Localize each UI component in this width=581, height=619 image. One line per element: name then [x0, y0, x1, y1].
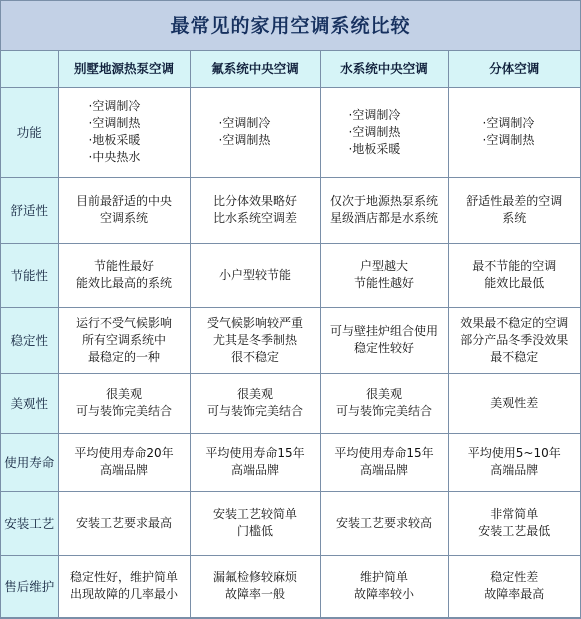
cell-line: 很美观	[365, 387, 402, 401]
cell-line: ·空调制热	[348, 124, 401, 139]
cell-line: 节能性最好	[93, 259, 154, 273]
table-cell	[320, 307, 448, 373]
table-cell	[448, 373, 580, 433]
cell-line: 维护简单	[359, 570, 408, 584]
cell-line: 平均使用5~10年	[467, 446, 561, 460]
table-cell	[448, 433, 580, 491]
cell-line: 平均使用寿命15年	[205, 446, 305, 460]
cell-line: 系统	[502, 211, 527, 225]
table-cell	[58, 307, 190, 373]
cell-line: 安装工艺较简单	[212, 507, 297, 521]
column-header: 分体空调	[448, 51, 580, 87]
cell-line: 门槛低	[236, 524, 273, 538]
cell-line: 可与装饰完美结合	[75, 404, 172, 418]
cell-line: 户型越大	[359, 259, 408, 273]
table-cell	[448, 243, 580, 307]
cell-line: 安装工艺要求较高	[335, 515, 432, 530]
table-cell	[58, 555, 190, 617]
cell-line: 空调系统	[99, 211, 148, 225]
table-cell	[320, 243, 448, 307]
cell-line: ·空调制热	[88, 116, 141, 130]
row-label: 美观性	[1, 373, 58, 433]
cell-line: 稳定性差	[490, 570, 539, 584]
table-cell	[320, 177, 448, 243]
cell-line: 比分体效果略好	[212, 194, 297, 208]
table-cell	[58, 433, 190, 491]
cell-line: 舒适性最差的空调	[466, 194, 563, 208]
cell-line: 仅次于地源热泵系统	[329, 194, 438, 208]
cell-line: 稳定性较好	[353, 341, 414, 355]
row-label: 节能性	[1, 243, 58, 307]
table-cell	[190, 491, 320, 555]
cell-line: 星级酒店都是水系统	[329, 211, 438, 225]
cell-line: 效果最不稳定的空调	[460, 315, 569, 330]
cell-line: 安装工艺最低	[478, 524, 551, 538]
table-cell	[320, 491, 448, 555]
table-cell	[448, 491, 580, 555]
cell-line: ·地板采暖	[88, 133, 141, 147]
cell-line: 安装工艺要求最高	[75, 515, 172, 530]
page-title: 最常见的家用空调系统比较	[1, 1, 580, 51]
cell-line: ·地板采暖	[348, 141, 401, 156]
comparison-table	[1, 51, 580, 618]
cell-line: ·空调制冷	[88, 99, 141, 113]
cell-line: 高端品牌	[490, 463, 539, 477]
cell-line: 小户型较节能	[218, 267, 291, 282]
table-row	[1, 87, 580, 177]
cell-line: 能效比最高的系统	[75, 276, 172, 290]
cell-line: ·空调制冷	[348, 107, 401, 122]
table-cell	[320, 555, 448, 617]
cell-line: 目前最舒适的中央	[75, 194, 172, 208]
cell-line: 可与装饰完美结合	[335, 404, 432, 418]
table-cell	[320, 87, 448, 177]
column-header: 水系统中央空调	[320, 51, 448, 87]
table-cell	[320, 433, 448, 491]
table-cell	[190, 307, 320, 373]
column-header: 氟系统中央空调	[190, 51, 320, 87]
cell-line: 节能性越好	[353, 276, 414, 290]
table-cell	[190, 87, 320, 177]
table-row	[1, 307, 580, 373]
table-row	[1, 177, 580, 243]
cell-line: 所有空调系统中	[81, 332, 166, 347]
row-label: 功能	[1, 87, 58, 177]
table-cell	[448, 555, 580, 617]
table-cell	[58, 87, 190, 177]
cell-line: 漏氟检修较麻烦	[212, 570, 297, 584]
cell-line: 美观性差	[490, 395, 539, 410]
cell-line: ·空调制冷	[218, 116, 271, 130]
column-header: 别墅地源热泵空调	[58, 51, 190, 87]
cell-line: 能效比最低	[484, 276, 545, 290]
cell-line: ·中央热水	[88, 150, 141, 164]
row-label: 使用寿命	[1, 433, 58, 491]
cell-line: 高端品牌	[359, 463, 408, 477]
cell-line: 最不节能的空调	[472, 259, 557, 273]
cell-line: 平均使用寿命15年	[334, 446, 434, 460]
cell-line: 可与壁挂炉组合使用	[329, 324, 438, 338]
row-label: 售后维护	[1, 555, 58, 617]
table-cell	[58, 373, 190, 433]
table-row	[1, 433, 580, 491]
cell-line: ·空调制热	[218, 133, 271, 147]
cell-line: 部分产品冬季没效果	[460, 332, 569, 347]
cell-line: 运行不受气候影响	[75, 315, 172, 330]
cell-line: 很不稳定	[230, 349, 279, 364]
table-row	[1, 555, 580, 617]
cell-line: 最不稳定	[490, 349, 539, 364]
table-cell	[190, 555, 320, 617]
cell-line: 平均使用寿命20年	[74, 446, 174, 460]
row-label: 稳定性	[1, 307, 58, 373]
table-cell	[448, 307, 580, 373]
cell-line: 很美观	[236, 387, 273, 401]
cell-line: 稳定性好，维护简单	[69, 570, 178, 584]
table-cell	[58, 491, 190, 555]
table-cell	[190, 177, 320, 243]
cell-line: 故障率较小	[353, 587, 414, 601]
cell-line: 最稳定的一种	[87, 349, 160, 364]
table-cell	[448, 177, 580, 243]
header-row	[1, 51, 580, 87]
cell-line: 高端品牌	[230, 463, 279, 477]
row-label: 舒适性	[1, 177, 58, 243]
table-cell	[190, 243, 320, 307]
table-cell	[58, 243, 190, 307]
row-label: 安装工艺	[1, 491, 58, 555]
table-cell	[448, 87, 580, 177]
cell-line: 故障率最高	[484, 587, 545, 601]
cell-line: 高端品牌	[99, 463, 148, 477]
cell-line: 很美观	[105, 387, 142, 401]
table-row	[1, 491, 580, 555]
cell-line: 尤其是冬季制热	[212, 332, 297, 347]
cell-line: 出现故障的几率最小	[69, 587, 178, 601]
table-cell	[58, 177, 190, 243]
cell-line: ·空调制热	[482, 133, 535, 147]
table-row	[1, 373, 580, 433]
header-corner	[1, 51, 58, 87]
table-cell	[320, 373, 448, 433]
cell-line: 可与装饰完美结合	[206, 404, 303, 418]
cell-line: 故障率一般	[224, 587, 285, 601]
cell-line: 非常简单	[490, 507, 539, 521]
table-cell	[190, 433, 320, 491]
cell-line: 比水系统空调差	[212, 211, 297, 225]
table-cell	[190, 373, 320, 433]
cell-line: 受气候影响较严重	[206, 315, 303, 330]
table-row	[1, 243, 580, 307]
cell-line: ·空调制冷	[482, 116, 535, 130]
